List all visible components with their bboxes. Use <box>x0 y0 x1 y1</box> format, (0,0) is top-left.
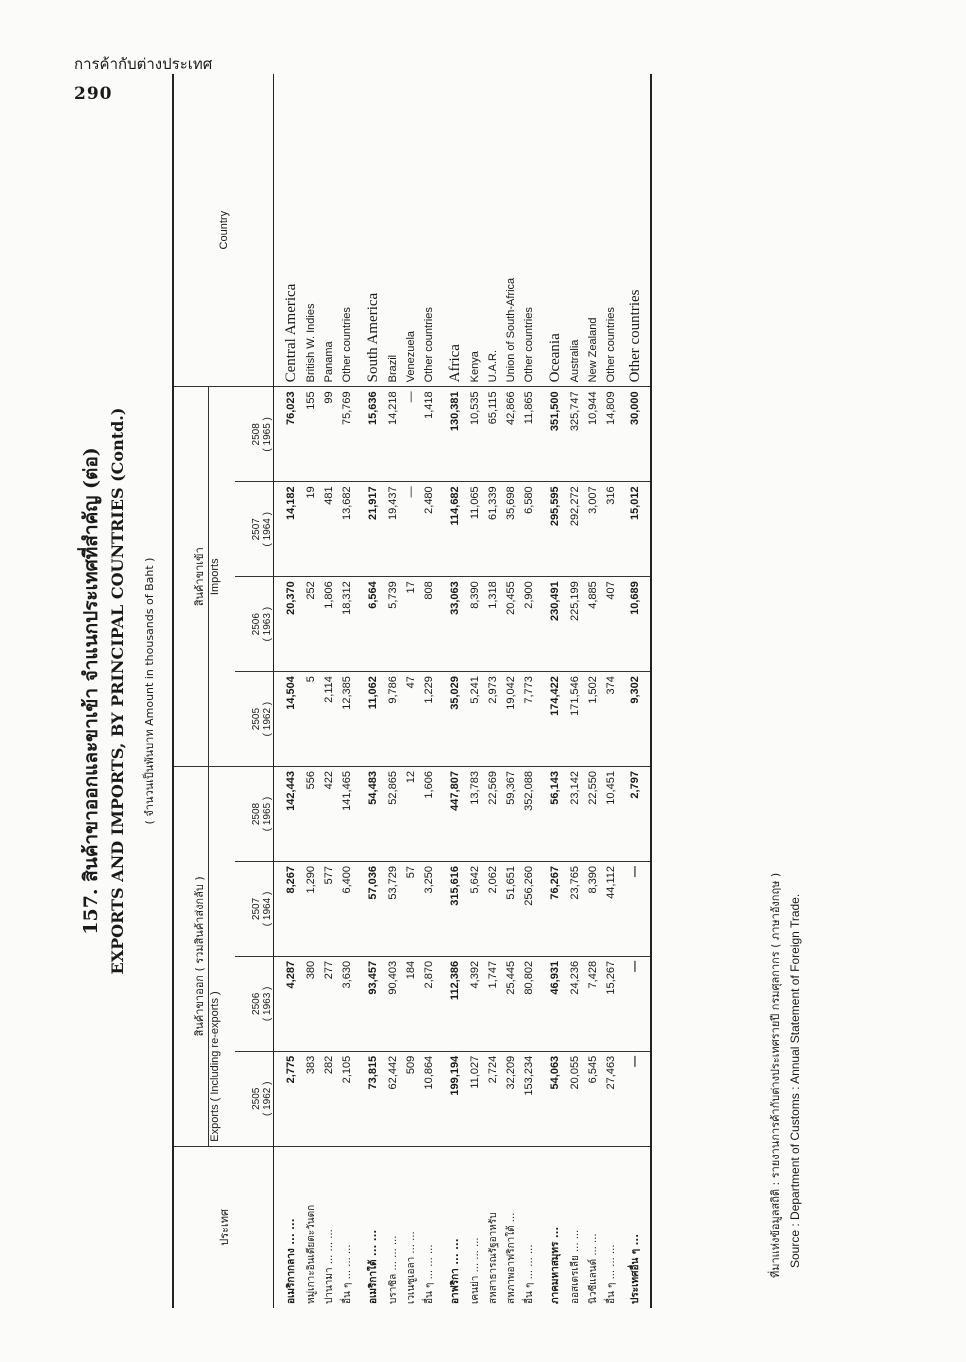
table-row <box>302 74 320 1308</box>
export-value-cell: 12 <box>402 767 420 862</box>
unit-note: ( จำนวนเป็นพันบาท Amount in thousands of Baht ) <box>143 557 156 825</box>
table-row <box>584 74 602 1308</box>
country-thai-cell: อื่น ๆ ... ... ... <box>605 1244 617 1304</box>
table-row <box>402 74 420 1308</box>
export-value-cell: 73,815 <box>356 1051 384 1146</box>
import-value-cell: 18,312 <box>338 577 356 672</box>
import-value-cell: 374 <box>602 672 620 767</box>
country-thai-cell: สหสาธารณรัฐอาหรับ <box>487 1212 499 1304</box>
country-english-cell: Venezuela <box>402 74 420 387</box>
export-value-cell: 57 <box>402 862 420 957</box>
import-value-cell: 2,480 <box>420 482 438 577</box>
import-value-cell: 47 <box>402 672 420 767</box>
year-ad: ( 1962 ) <box>262 1081 273 1116</box>
export-value-cell: 15,267 <box>602 956 620 1051</box>
country-thai-cell: หมู่เกาะอินเดียตะวันตก <box>305 1204 317 1304</box>
year-be: 2508 <box>251 423 262 446</box>
export-value-cell: 23,142 <box>566 767 584 862</box>
export-value-cell: — <box>620 1051 651 1146</box>
import-value-cell: 8,390 <box>466 577 484 672</box>
table-row <box>484 74 502 1308</box>
export-value-cell: 7,428 <box>584 956 602 1051</box>
export-value-cell: 25,445 <box>502 956 520 1051</box>
year-be: 2506 <box>251 992 262 1015</box>
other-countries-row <box>620 74 651 1308</box>
import-value-cell: 1,229 <box>420 672 438 767</box>
export-value-cell: 52,865 <box>384 767 402 862</box>
import-value-cell: — <box>402 387 420 482</box>
country-thai-cell: บราซิล ... ... ... <box>387 1235 399 1304</box>
export-value-cell: 112,386 <box>438 956 466 1051</box>
import-value-cell: 19,437 <box>384 482 402 577</box>
export-value-cell: 11,027 <box>466 1051 484 1146</box>
year-be: 2508 <box>251 802 262 826</box>
import-value-cell: 174,422 <box>538 672 566 767</box>
exports-header-english: Exports ( Including re-exports ) <box>209 767 236 1147</box>
table-row <box>384 74 402 1308</box>
import-value-cell: 407 <box>602 577 620 672</box>
country-english-cell: New Zealand <box>584 74 602 387</box>
export-value-cell: 8,390 <box>584 862 602 957</box>
import-value-cell: 10,689 <box>620 577 651 672</box>
import-value-cell: 2,114 <box>320 672 338 767</box>
export-value-cell: 282 <box>320 1051 338 1146</box>
country-english-cell: Australia <box>566 74 584 387</box>
export-value-cell: 380 <box>302 956 320 1051</box>
import-value-cell: 19,042 <box>502 672 520 767</box>
export-value-cell: 27,463 <box>602 1051 620 1146</box>
export-value-cell: 577 <box>320 862 338 957</box>
import-value-cell: 230,491 <box>538 577 566 672</box>
source-note-english: Source : Department of Customs : Annual Statement of Foreign Trade. <box>788 893 802 1268</box>
export-value-cell: 53,729 <box>384 862 402 957</box>
country-english-cell: British W. Indies <box>302 74 320 387</box>
table-row <box>338 74 356 1308</box>
export-value-cell: 2,062 <box>484 862 502 957</box>
country-thai-cell: นิวซีแลนด์ ... ... <box>587 1233 599 1304</box>
import-value-cell: 252 <box>302 577 320 672</box>
country-thai-cell: สหภาพอาฟริกาใต้ ... <box>505 1212 517 1304</box>
export-value-cell: 32,209 <box>502 1051 520 1146</box>
export-value-cell: 422 <box>320 767 338 862</box>
export-value-cell: — <box>620 956 651 1051</box>
year-ad: ( 1964 ) <box>262 891 273 927</box>
export-value-cell: 10,864 <box>420 1051 438 1146</box>
table-row <box>520 74 538 1308</box>
import-value-cell: 13,682 <box>338 482 356 577</box>
export-value-cell: 44,112 <box>602 862 620 957</box>
export-value-cell: 54,483 <box>356 767 384 862</box>
country-english-cell: Kenya <box>466 74 484 387</box>
country-english-cell: Other countries <box>602 74 620 387</box>
import-value-cell: 295,595 <box>538 482 566 577</box>
import-value-cell: 2,900 <box>520 577 538 672</box>
export-value-cell: 153,234 <box>520 1051 538 1146</box>
region-row <box>438 74 466 1308</box>
country-english-cell: Oceania <box>538 74 566 387</box>
import-value-cell: 19 <box>302 482 320 577</box>
country-english-header: Country <box>173 74 274 387</box>
table-row <box>502 74 520 1308</box>
export-value-cell: 447,807 <box>438 767 466 862</box>
export-value-cell: 4,287 <box>274 956 303 1051</box>
table-row <box>566 74 584 1308</box>
import-value-cell: 1,502 <box>584 672 602 767</box>
region-row <box>538 74 566 1308</box>
export-value-cell: 383 <box>302 1051 320 1146</box>
year-be: 2505 <box>251 707 262 731</box>
import-value-cell: 6,564 <box>356 577 384 672</box>
export-value-cell: 352,088 <box>520 767 538 862</box>
import-value-cell: 292,272 <box>566 482 584 577</box>
country-thai-cell: เวเนซูเอลา ... ... <box>405 1231 417 1304</box>
import-value-cell: 35,698 <box>502 482 520 577</box>
export-value-cell: 556 <box>302 767 320 862</box>
country-english-cell: Other countries <box>338 74 356 387</box>
table-row <box>602 74 620 1308</box>
export-value-cell: — <box>620 862 651 957</box>
export-value-cell: 142,443 <box>274 767 303 862</box>
exports-header-thai: สินค้าขาออก ( รวมสินค้าส่งกลับ ) <box>173 767 209 1147</box>
export-value-cell: 1,747 <box>484 956 502 1051</box>
export-value-cell: 93,457 <box>356 956 384 1051</box>
import-value-cell: 11,065 <box>466 482 484 577</box>
import-value-cell: 155 <box>302 387 320 482</box>
country-thai-cell: อื่น ๆ ... ... ... <box>341 1244 353 1304</box>
export-value-cell: 57,036 <box>356 862 384 957</box>
export-value-cell: 3,250 <box>420 862 438 957</box>
country-english-cell: Other countries <box>420 74 438 387</box>
export-value-cell: 6,400 <box>338 862 356 957</box>
import-value-cell: 15,636 <box>356 387 384 482</box>
import-value-cell: 2,973 <box>484 672 502 767</box>
country-thai-cell: ปานามา ... ... ... <box>323 1229 335 1304</box>
country-thai-cell: อื่น ๆ ... ... ... <box>423 1244 435 1304</box>
export-value-cell: 3,630 <box>338 956 356 1051</box>
export-value-cell: 13,783 <box>466 767 484 862</box>
region-row <box>356 74 384 1308</box>
export-value-cell: 80,802 <box>520 956 538 1051</box>
export-value-cell: 23,765 <box>566 862 584 957</box>
country-english-cell: Africa <box>438 74 466 387</box>
import-value-cell: 3,007 <box>584 482 602 577</box>
import-value-cell: 14,182 <box>274 482 303 577</box>
import-value-cell: 14,218 <box>384 387 402 482</box>
country-thai-cell: อื่น ๆ ... ... ... <box>523 1244 535 1304</box>
export-value-cell: 6,545 <box>584 1051 602 1146</box>
year-header <box>235 862 274 957</box>
country-english-cell: Brazil <box>384 74 402 387</box>
imports-header-thai: สินค้าขาเข้า <box>173 387 209 767</box>
country-english-cell: Other countries <box>520 74 538 387</box>
region-row <box>274 74 303 1308</box>
year-be: 2507 <box>251 518 262 541</box>
country-thai-cell: อาฟริกา ... ... <box>449 1238 461 1304</box>
import-value-cell: 61,339 <box>484 482 502 577</box>
country-english-cell: Other countries <box>620 74 651 387</box>
running-header: การค้ากับต่างประเทศ <box>74 55 213 73</box>
year-header <box>235 1051 274 1146</box>
year-ad: ( 1965 ) <box>262 796 273 832</box>
english-title: EXPORTS AND IMPORTS, BY PRINCIPAL COUNTRIES (Contd.) <box>108 407 127 975</box>
import-value-cell: 1,318 <box>484 577 502 672</box>
export-value-cell: 509 <box>402 1051 420 1146</box>
imports-header-english: Imports <box>209 387 236 767</box>
export-value-cell: 90,403 <box>384 956 402 1051</box>
rotated-table-page <box>76 74 816 1308</box>
import-value-cell: 11,865 <box>520 387 538 482</box>
import-value-cell: 30,000 <box>620 387 651 482</box>
import-value-cell: 20,455 <box>502 577 520 672</box>
table-row <box>466 74 484 1308</box>
country-english-cell: South America <box>356 74 384 387</box>
export-value-cell: 24,236 <box>566 956 584 1051</box>
export-value-cell: 315,616 <box>438 862 466 957</box>
import-value-cell: 12,385 <box>338 672 356 767</box>
import-value-cell: 65,115 <box>484 387 502 482</box>
table-row <box>420 74 438 1308</box>
year-header <box>235 577 274 672</box>
export-value-cell: 59,367 <box>502 767 520 862</box>
import-value-cell: 21,917 <box>356 482 384 577</box>
import-value-cell: 9,302 <box>620 672 651 767</box>
year-header <box>235 956 274 1051</box>
export-value-cell: 8,267 <box>274 862 303 957</box>
import-value-cell: 33,063 <box>438 577 466 672</box>
export-value-cell: 5,642 <box>466 862 484 957</box>
import-value-cell: 5,739 <box>384 577 402 672</box>
year-ad: ( 1963 ) <box>262 606 273 642</box>
year-ad: ( 1963 ) <box>262 986 273 1022</box>
export-value-cell: 2,870 <box>420 956 438 1051</box>
import-value-cell: 35,029 <box>438 672 466 767</box>
country-thai-cell: ประเทศอื่น ๆ ... <box>629 1233 641 1304</box>
country-english-cell: U.A.R. <box>484 74 502 387</box>
import-value-cell: 6,580 <box>520 482 538 577</box>
import-value-cell: — <box>402 482 420 577</box>
year-ad: ( 1964 ) <box>262 512 273 547</box>
country-thai-header: ประเทศ <box>217 1208 231 1246</box>
year-be: 2505 <box>251 1087 262 1110</box>
year-header <box>235 672 274 767</box>
import-value-cell: 20,370 <box>274 577 303 672</box>
import-value-cell: 481 <box>320 482 338 577</box>
export-value-cell: 256,260 <box>520 862 538 957</box>
thai-title: 157. สินค้าขาออกและขาเข้า จำแนกประเทศที่สำคัญ (ต่อ) <box>80 447 102 935</box>
export-value-cell: 199,194 <box>438 1051 466 1146</box>
import-value-cell: 7,773 <box>520 672 538 767</box>
export-value-cell: 277 <box>320 956 338 1051</box>
export-value-cell: 22,569 <box>484 767 502 862</box>
export-value-cell: 76,267 <box>538 862 566 957</box>
source-note-thai: ที่มาแห่งข้อมูลสถิติ : รายงานการค้ากับต่างประเทศรายปี กรมศุลกากร ( ภาษาอังกฤษ ) <box>769 872 782 1278</box>
export-value-cell: 22,550 <box>584 767 602 862</box>
country-english-cell: Central America <box>274 74 303 387</box>
year-header <box>235 482 274 577</box>
import-value-cell: 10,535 <box>466 387 484 482</box>
import-value-cell: 225,199 <box>566 577 584 672</box>
year-header <box>235 387 274 482</box>
export-value-cell: 2,797 <box>620 767 651 862</box>
import-value-cell: 5 <box>302 672 320 767</box>
import-value-cell: 42,866 <box>502 387 520 482</box>
year-ad: ( 1962 ) <box>262 701 273 737</box>
trade-table <box>172 74 652 1308</box>
export-value-cell: 141,465 <box>338 767 356 862</box>
export-value-cell: 56,143 <box>538 767 566 862</box>
import-value-cell: 14,809 <box>602 387 620 482</box>
import-value-cell: 130,381 <box>438 387 466 482</box>
import-value-cell: 1,418 <box>420 387 438 482</box>
country-english-cell: Union of South-Africa <box>502 74 520 387</box>
export-value-cell: 2,775 <box>274 1051 303 1146</box>
export-value-cell: 1,606 <box>420 767 438 862</box>
export-value-cell: 51,651 <box>502 862 520 957</box>
import-value-cell: 4,885 <box>584 577 602 672</box>
export-value-cell: 20,055 <box>566 1051 584 1146</box>
export-value-cell: 2,105 <box>338 1051 356 1146</box>
export-value-cell: 62,442 <box>384 1051 402 1146</box>
table-row <box>320 74 338 1308</box>
year-ad: ( 1965 ) <box>262 417 273 452</box>
country-thai-cell: ภาคมหาสมุทร ... <box>549 1226 561 1304</box>
year-be: 2507 <box>251 897 262 921</box>
export-value-cell: 4,392 <box>466 956 484 1051</box>
import-value-cell: 99 <box>320 387 338 482</box>
import-value-cell: 325,747 <box>566 387 584 482</box>
import-value-cell: 316 <box>602 482 620 577</box>
import-value-cell: 808 <box>420 577 438 672</box>
year-be: 2506 <box>251 613 262 636</box>
import-value-cell: 171,546 <box>566 672 584 767</box>
export-value-cell: 1,290 <box>302 862 320 957</box>
import-value-cell: 14,504 <box>274 672 303 767</box>
export-value-cell: 2,724 <box>484 1051 502 1146</box>
country-thai-cell: อเมริกาใต้ ... ... <box>367 1229 379 1304</box>
country-english-cell: Panama <box>320 74 338 387</box>
import-value-cell: 1,806 <box>320 577 338 672</box>
export-value-cell: 54,063 <box>538 1051 566 1146</box>
import-value-cell: 114,682 <box>438 482 466 577</box>
import-value-cell: 9,786 <box>384 672 402 767</box>
import-value-cell: 11,062 <box>356 672 384 767</box>
import-value-cell: 5,241 <box>466 672 484 767</box>
import-value-cell: 76,023 <box>274 387 303 482</box>
export-value-cell: 184 <box>402 956 420 1051</box>
import-value-cell: 10,944 <box>584 387 602 482</box>
import-value-cell: 75,769 <box>338 387 356 482</box>
page-number: 290 <box>74 84 113 104</box>
country-thai-cell: เคนย่า ... ... ... <box>469 1237 481 1304</box>
country-thai-cell: อเมริกากลาง ... ... <box>285 1218 297 1304</box>
import-value-cell: 17 <box>402 577 420 672</box>
year-header <box>235 767 274 862</box>
import-value-cell: 351,500 <box>538 387 566 482</box>
export-value-cell: 10,451 <box>602 767 620 862</box>
country-thai-cell: ออสเตรเลีย ... ... <box>569 1229 581 1304</box>
import-value-cell: 15,012 <box>620 482 651 577</box>
export-value-cell: 46,931 <box>538 956 566 1051</box>
